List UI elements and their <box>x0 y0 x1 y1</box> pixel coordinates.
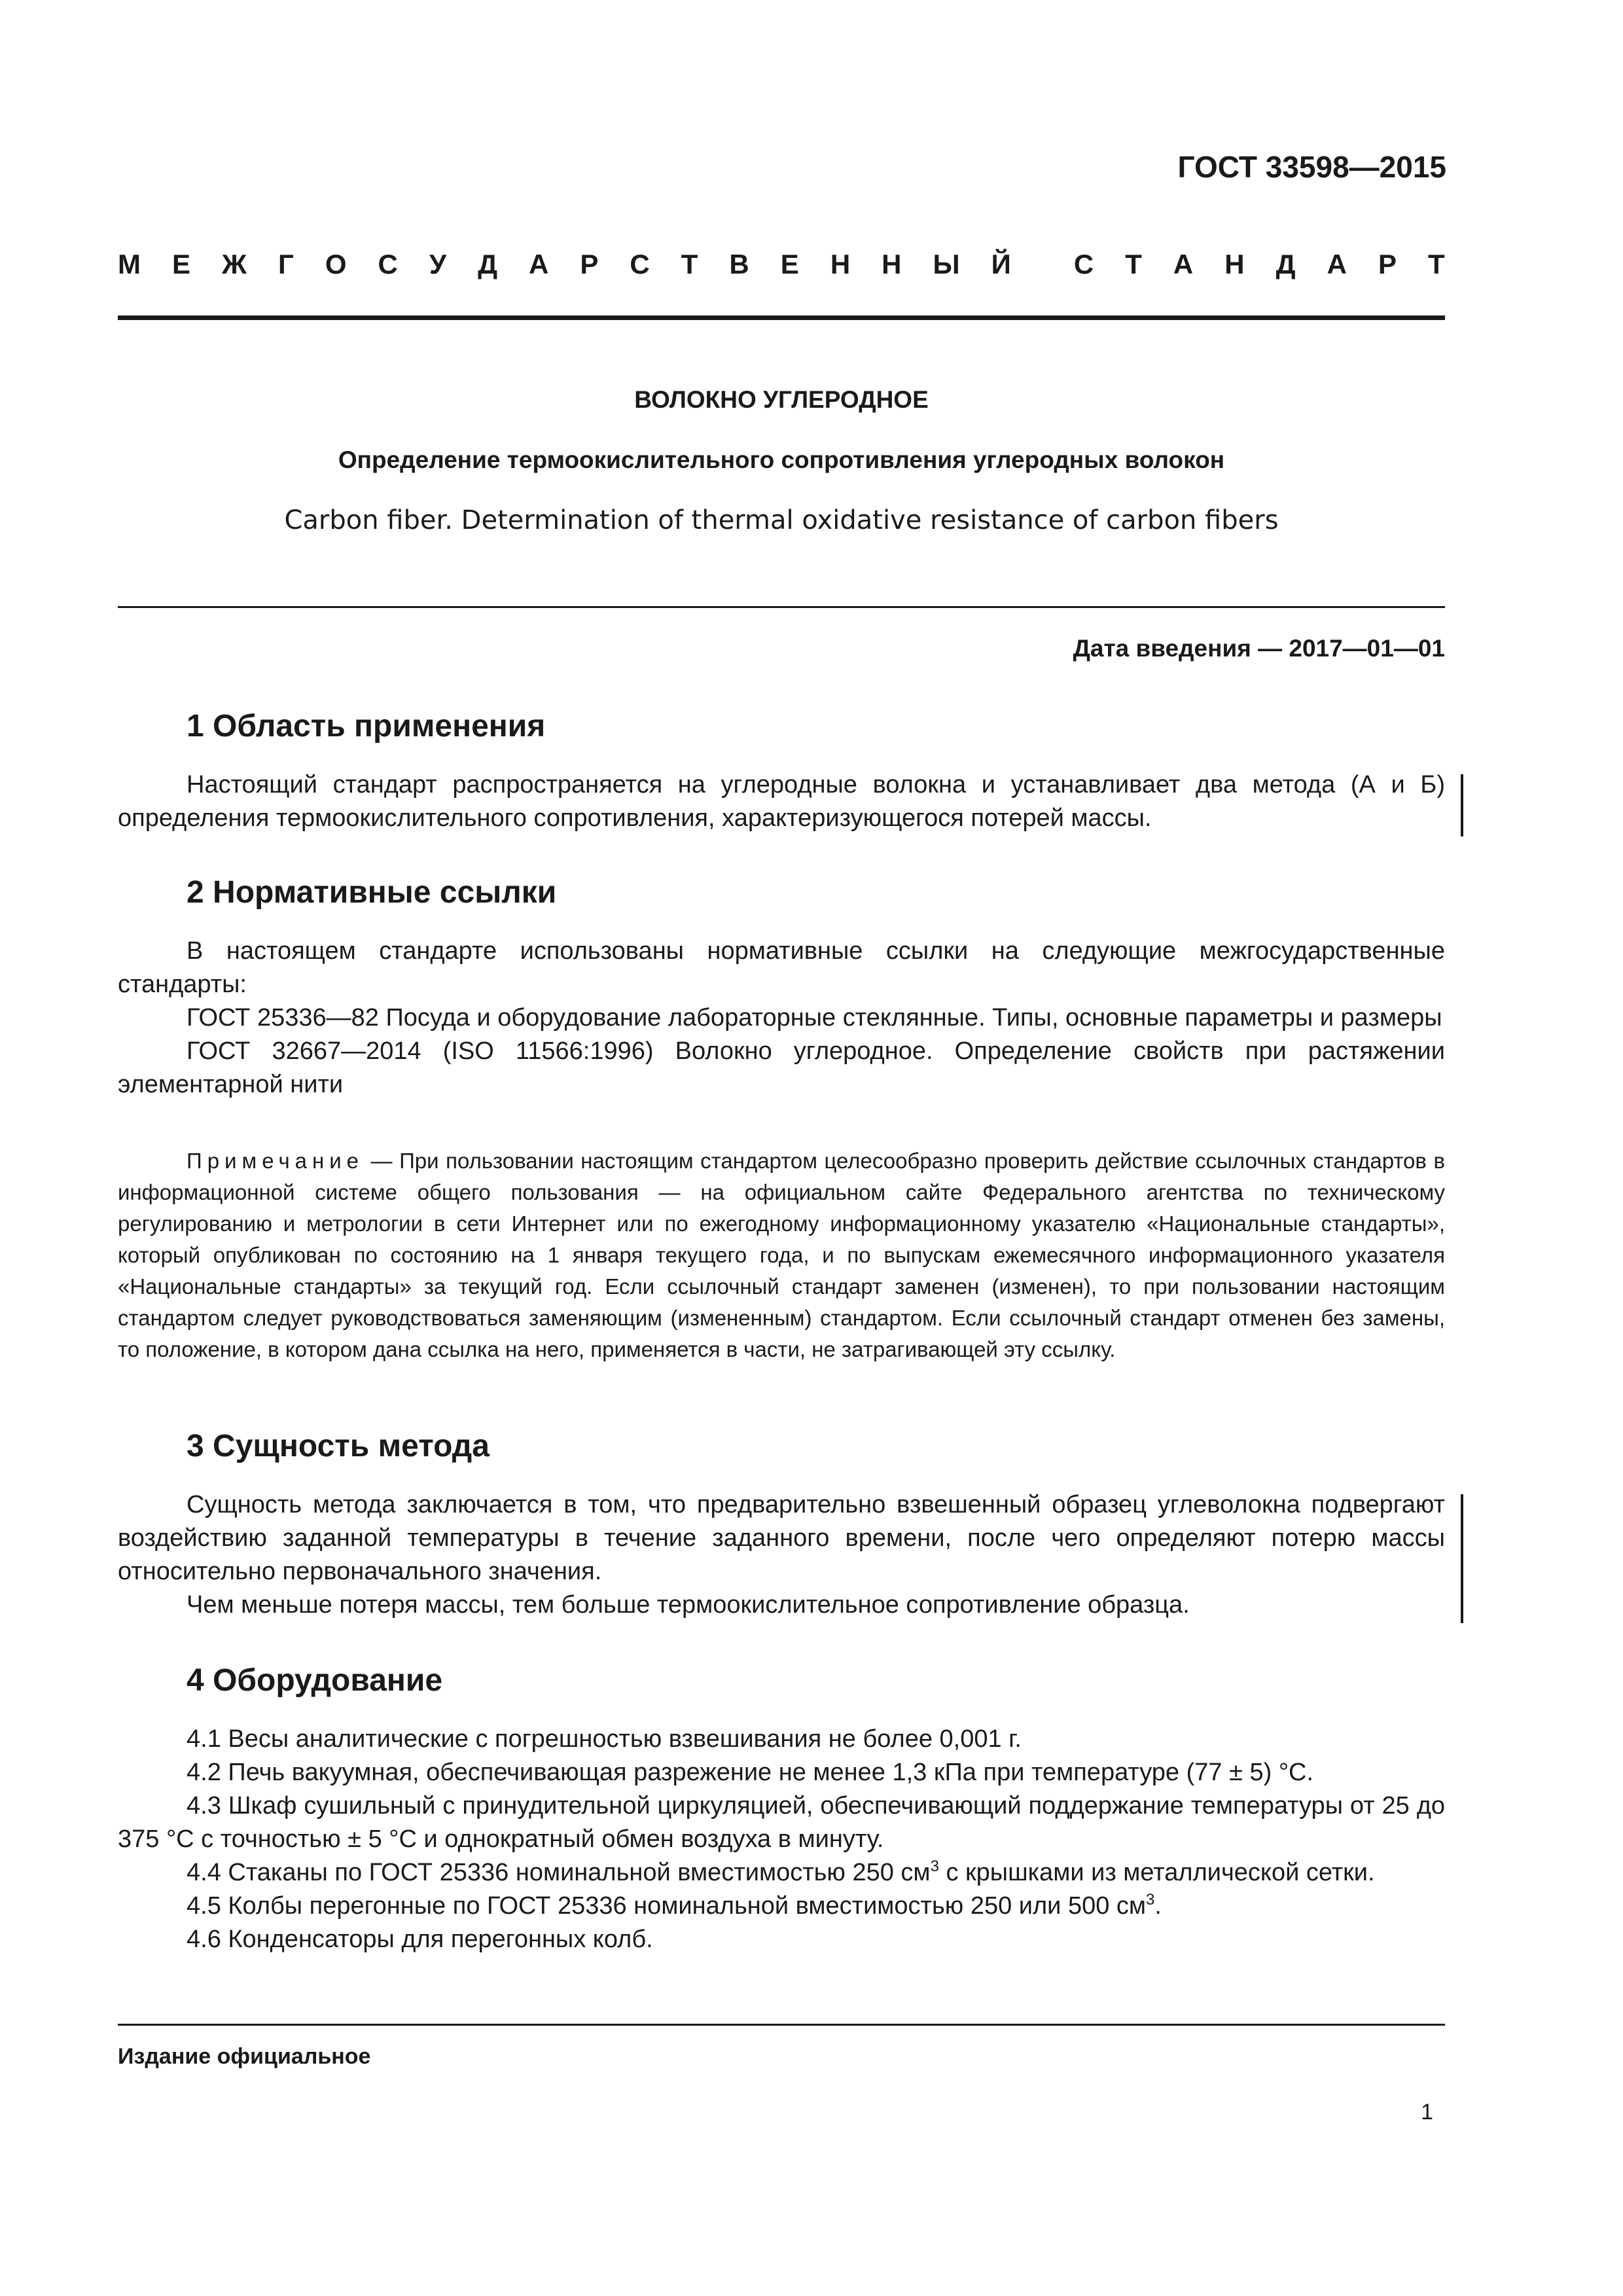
introduction-date: Дата введения — 2017—01—01 <box>1073 635 1445 662</box>
standard-type-letter: Й <box>991 249 1011 279</box>
section-3-title: 3 Сущность метода <box>187 1429 490 1463</box>
standard-type-letter: Т <box>1125 249 1142 279</box>
standard-type-letter: М <box>118 249 141 279</box>
section-3-body <box>118 1488 1445 1622</box>
section-4-body <box>118 1723 1445 1956</box>
standard-type-letter: Н <box>830 249 851 279</box>
paragraph: Настоящий стандарт распространяется на углеродные волокна и устанавливает два метода (А и Б) определения термоокислительного сопротивления, характеризующегося потерей массы. <box>118 771 1445 832</box>
paragraph: Сущность метода заключается в том, что предварительно взвешенный образец углеволокна подвергают воздействию заданной температуры в течение заданного времени, после чего определяют потерю массы относительно первоначального значения. <box>118 1491 1445 1585</box>
list-item: 4.6 Конденсаторы для перегонных колб. <box>187 1926 653 1953</box>
standard-type-heading <box>118 249 1445 280</box>
note-text: — При пользовании настоящим стандартом целесообразно проверить действие ссылочных стандартов в информационной системе общего пользования — на официальном сайте Федерального агентства по техническому регулированию и метрологии в сети Интернет или по ежегодному информационному указателю «Национальные стандарты», который опубликован по состоянию на 1 января текущего года, и по выпускам ежемесячного информационного указателя «Национальные стандарты» за текущий год. Если ссылочный стандарт заменен (изменен), то при пользовании настоящим стандартом следует руководствоваться заменяющим (измененным) стандартом. Если ссылочный стандарт отменен без замены, то положение, в котором дана ссылка на него, применяется в части, не затрагивающей эту ссылку. <box>118 1149 1445 1361</box>
list-item: 4.4 Стаканы по ГОСТ 25336 номинальной вместимостью 250 $см^3$ с крышками из металлической сетки. <box>187 1857 1375 1886</box>
document-subtitle: Определение термоокислительного сопротивления углеродных волокон <box>338 446 1225 473</box>
standard-type-letter: С <box>630 249 650 279</box>
standard-type-letter: Г <box>278 249 294 279</box>
standard-type-letter: Е <box>172 249 191 279</box>
standard-type-letter: Ж <box>222 249 247 279</box>
edition-label: Издание официальное <box>118 2044 371 2069</box>
section-1-body <box>118 768 1445 835</box>
list-item: 4.1 Весы аналитические с погрешностью взвешивания не более 0,001 г. <box>187 1725 1022 1753</box>
list-item: 4.3 Шкаф сушильный с принудительной циркуляцией, обеспечивающий поддержание температуры от 25 до 375 °С с точностью ± 5 °С и однократный обмен воздуха в минуту. <box>118 1792 1445 1853</box>
list-item: 4.2 Печь вакуумная, обеспечивающая разрежение не менее 1,3 кПа при температуре (77 ± 5) °С. <box>187 1759 1314 1786</box>
standard-type-letter: А <box>1173 249 1194 279</box>
standard-type-letter: С <box>378 249 398 279</box>
standard-type-letter: Д <box>478 249 497 279</box>
section-2-note <box>118 1145 1445 1365</box>
section-1-title: 1 Область применения <box>187 709 546 744</box>
paragraph: Чем меньше потеря массы, тем больше термоокислительное сопротивление образца. <box>187 1591 1190 1619</box>
change-bar <box>1461 1494 1463 1623</box>
change-bar <box>1461 774 1463 836</box>
paragraph: В настоящем стандарте использованы нормативные ссылки на следующие межгосударственные стандарты: <box>118 937 1445 998</box>
page-number: 1 <box>1421 2100 1433 2125</box>
standard-type-letter: А <box>1327 249 1347 279</box>
document-number: ГОСТ 33598—2015 <box>1177 150 1446 184</box>
standard-type-letter: Е <box>780 249 799 279</box>
standard-type-letter: Н <box>1224 249 1245 279</box>
header-rule <box>118 315 1445 320</box>
standard-type-letter: Н <box>882 249 902 279</box>
standard-type-letter: А <box>529 249 549 279</box>
document-title: ВОЛОКНО УГЛЕРОДНОЕ <box>634 386 929 413</box>
standard-type-letter: Т <box>1427 249 1445 279</box>
section-2-body <box>118 935 1445 1102</box>
standard-type-letter: Р <box>1378 249 1397 279</box>
title-rule <box>118 606 1445 608</box>
standard-type-letter: В <box>729 249 749 279</box>
section-4-title: 4 Оборудование <box>187 1663 443 1698</box>
standard-type-letter: Ы <box>933 249 960 279</box>
standard-type-letter: С <box>1073 249 1094 279</box>
standard-type-letter: О <box>325 249 347 279</box>
section-2-title: 2 Нормативные ссылки <box>187 875 557 910</box>
standard-type-letter: Т <box>681 249 698 279</box>
list-item: 4.5 Колбы перегонные по ГОСТ 25336 номинальной вместимостью 250 или 500 $см^3$. <box>187 1891 1162 1920</box>
note-label: Примечание <box>187 1149 365 1173</box>
standard-type-letter: Р <box>580 249 599 279</box>
reference-item: ГОСТ 25336—82 Посуда и оборудование лабораторные стеклянные. Типы, основные параметры и размеры <box>187 1004 1442 1031</box>
document-title-english: Carbon fiber. Determination of thermal oxidative resistance of carbon fibers <box>284 505 1279 535</box>
reference-item: ГОСТ 32667—2014 (ISO 11566:1996) Волокно углеродное. Определение свойств при растяжении элементарной нити <box>118 1037 1445 1098</box>
standard-type-letter: У <box>429 249 447 279</box>
standard-type-letter: Д <box>1275 249 1296 279</box>
footer-rule <box>118 2024 1445 2026</box>
